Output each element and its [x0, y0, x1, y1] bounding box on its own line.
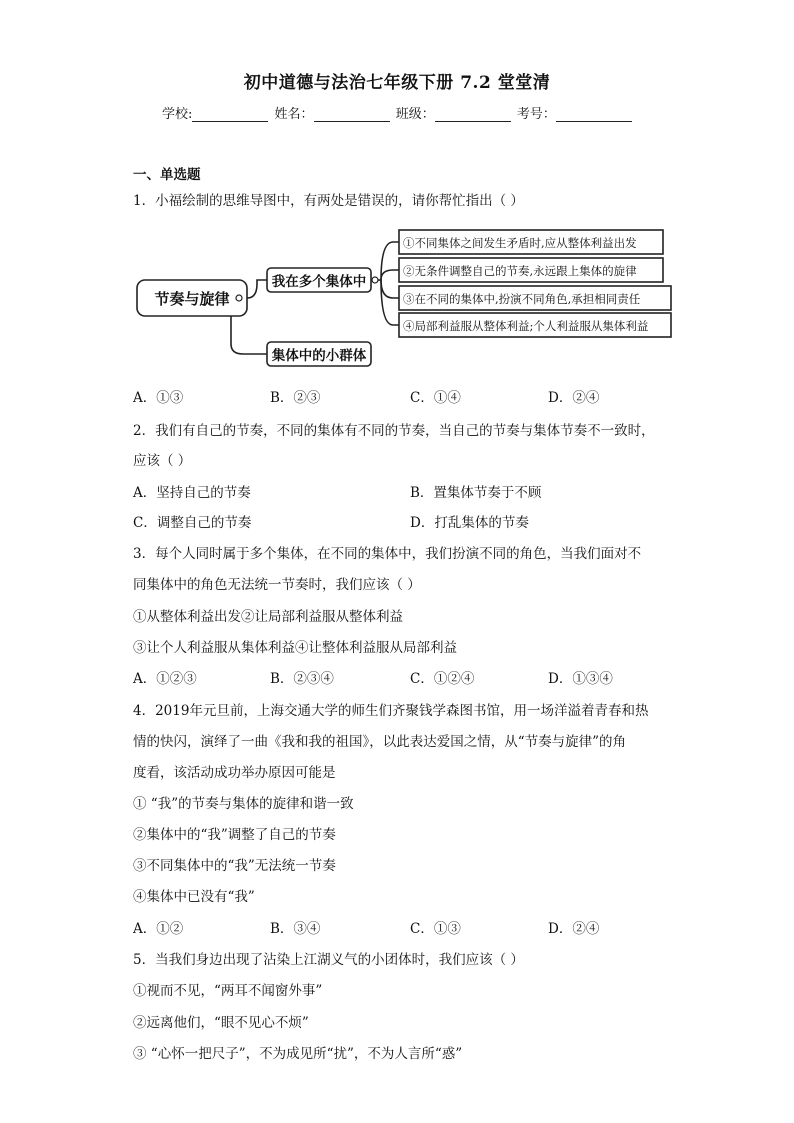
q2-option-c[interactable]: C．调整自己的节奏	[133, 515, 252, 531]
q3-option-b[interactable]: B．②③④	[270, 671, 334, 687]
class-label: 班级：	[395, 107, 435, 122]
mind-map-item-1: ①不同集体之间发生矛盾时,应从整体利益出发	[403, 236, 637, 250]
mind-map-item-3: ③在不同的集体中,扮演不同角色,承担相同责任	[403, 292, 641, 306]
page-title: 初中道德与法治七年级下册 7.2 堂堂清	[243, 73, 551, 93]
q3-statement-1: ①从整体利益出发②让局部利益服从整体利益	[133, 609, 403, 625]
q3-statement-2: ③让个人利益服从集体利益④让整体利益服从局部利益	[133, 640, 457, 656]
q3-option-a[interactable]: A．①②③	[133, 671, 197, 687]
class-field[interactable]	[435, 107, 511, 122]
q2-option-d[interactable]: D．打乱集体的节奏	[410, 515, 529, 531]
name-label: 姓名：	[274, 107, 314, 122]
q3-option-c[interactable]: C．①②④	[410, 671, 475, 687]
q1-option-b[interactable]: B．②③	[270, 390, 321, 406]
q3-stem-line1: 3．每个人同时属于多个集体，在不同的集体中，我们扮演不同的角色，当我们面对不	[133, 546, 642, 562]
q4-option-a[interactable]: A．①②	[133, 921, 184, 937]
mind-map-branch-a: 我在多个集体中	[271, 274, 367, 290]
mind-map-figure	[131, 222, 691, 372]
q4-statement-2: ②集体中的“我”调整了自己的节奏	[133, 827, 336, 843]
q5-stem: 5．当我们身边出现了沾染上江湖义气的小团体时，我们应该（ ）	[133, 952, 524, 968]
q5-statement-3: ③ “心怀一把尺子”，不为成见所“扰”，不为人言所“惑”	[133, 1046, 463, 1062]
q4-statement-1: ① “我”的节奏与集体的旋律和谐一致	[133, 796, 354, 812]
name-field[interactable]	[314, 107, 390, 122]
q4-stem-line3: 度看，该活动成功举办原因可能是	[133, 765, 336, 781]
q3-option-d[interactable]: D．①③④	[548, 671, 613, 687]
mind-map-item-4: ④局部利益服从整体利益;个人利益服从集体利益	[403, 319, 649, 333]
q4-stem-line2: 情的快闪，演绎了一曲《我和我的祖国》，以此表达爱国之情，从“节奏与旋律”的角	[133, 734, 627, 750]
mind-map-svg	[131, 222, 691, 372]
q2-option-b[interactable]: B．置集体节奏于不顾	[410, 485, 542, 501]
q2-stem-line1: 2．我们有自己的节奏，不同的集体有不同的节奏，当自己的节奏与集体节奏不一致时，	[133, 423, 655, 439]
q5-statement-1: ①视而不见，“两耳不闻窗外事”	[133, 983, 323, 999]
q5-statement-2: ②远离他们，“眼不见心不烦”	[133, 1015, 309, 1031]
school-label: 学校:	[162, 107, 193, 122]
q4-option-b[interactable]: B．③④	[270, 921, 321, 937]
q4-option-c[interactable]: C．①③	[410, 921, 461, 937]
student-info-row	[162, 103, 634, 122]
q4-option-d[interactable]: D．②④	[548, 921, 600, 937]
q4-stem-line1: 4．2019年元旦前，上海交通大学的师生们齐聚钱学森图书馆，用一场洋溢着青春和热	[133, 703, 649, 719]
q1-option-a[interactable]: A．①③	[133, 390, 184, 406]
q2-stem-line2: 应该（ ）	[133, 453, 192, 469]
q4-statement-4: ④集体中已没有“我”	[133, 889, 255, 905]
q1-option-d[interactable]: D．②④	[548, 390, 600, 406]
q2-option-a[interactable]: A．坚持自己的节奏	[133, 485, 251, 501]
q1-stem: 1．小福绘制的思维导图中，有两处是错误的，请你帮忙指出（ ）	[133, 193, 524, 209]
exam-no-label: 考号：	[516, 107, 556, 122]
q3-stem-line2: 同集体中的角色无法统一节奏时，我们应该（ ）	[133, 577, 421, 593]
section-title: 一、单选题	[133, 167, 201, 183]
exam-no-field[interactable]	[556, 107, 632, 122]
q1-option-c[interactable]: C．①④	[410, 390, 461, 406]
mind-map-branch-b: 集体中的小群体	[271, 348, 367, 364]
school-field[interactable]	[192, 107, 268, 122]
mind-map-item-2: ②无条件调整自己的节奏,永远跟上集体的旋律	[403, 264, 637, 278]
q4-statement-3: ③不同集体中的“我”无法统一节奏	[133, 858, 336, 874]
mind-map-root: 节奏与旋律	[154, 290, 230, 308]
